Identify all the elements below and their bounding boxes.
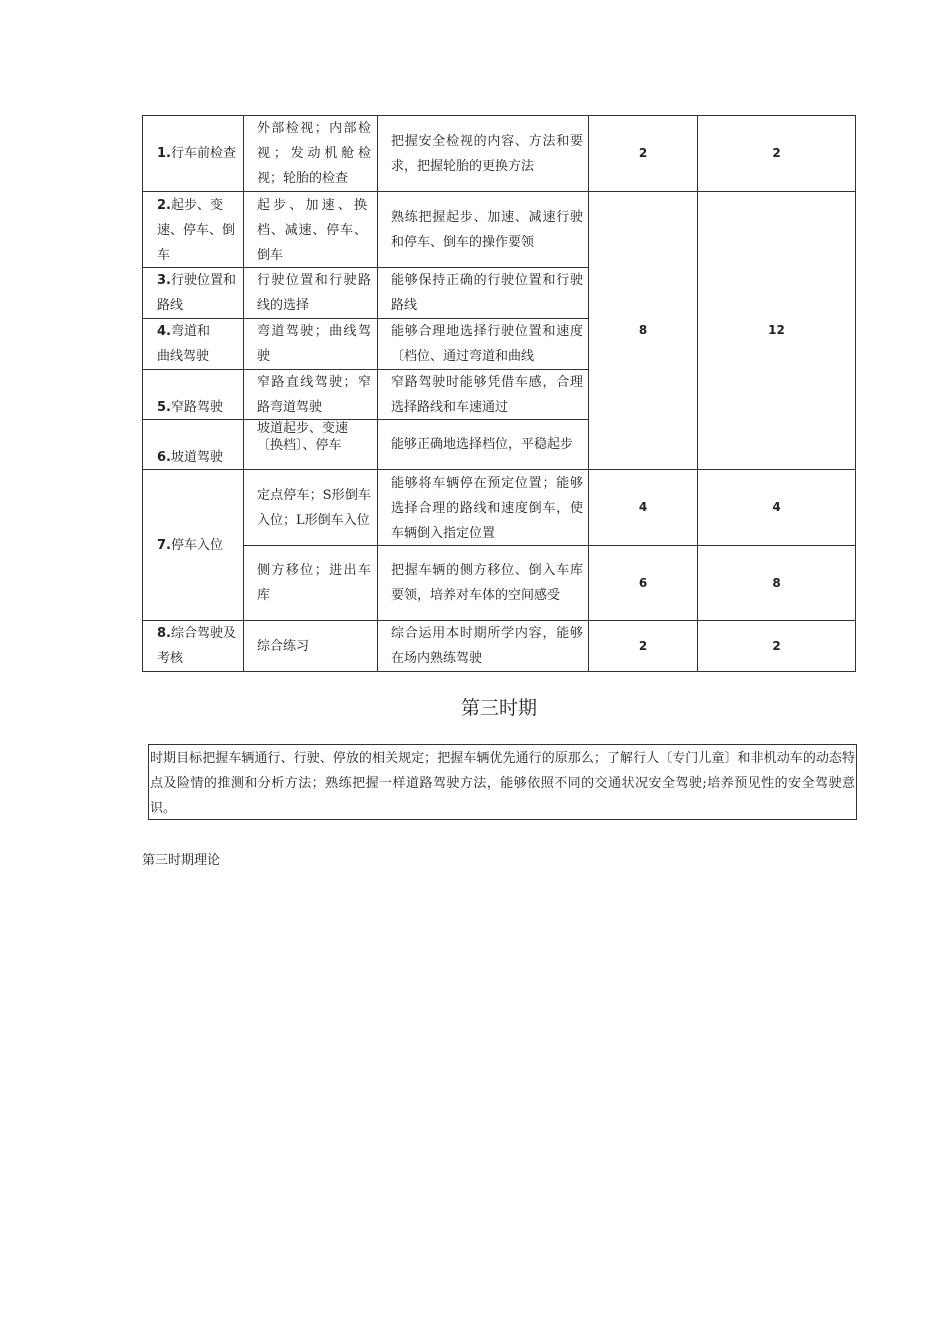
table-cell-requirement: 能够合理地选择行驶位置和速度〔档位、通过弯道和曲线 [391, 324, 583, 364]
table-cell-requirement: 能够正确地选择档位，平稳起步 [391, 437, 574, 452]
item-number: 4. [157, 324, 171, 339]
table-cell-requirement: 能够保持正确的行驶位置和行驶路线 [391, 273, 583, 313]
item-number: 8. [157, 626, 171, 641]
table-cell-hours-1: 2 [638, 638, 648, 653]
table-cell-hours-1: 4 [638, 500, 648, 514]
item-name: 坡道驾驶 [170, 449, 223, 465]
table-border-right [855, 115, 856, 672]
table-col-divider [377, 115, 378, 672]
table-cell-hours-1: 2 [638, 146, 648, 160]
section-title: 第三时期 [460, 697, 537, 719]
table-cell-requirement: 把握安全检视的内容、方法和要求，把握轮胎的更换方法 [391, 133, 583, 174]
table-cell-item [157, 395, 241, 420]
table-border-bottom [142, 671, 856, 672]
table-cell-item [157, 116, 243, 191]
table-cell-hours-1-merged: 8 [638, 323, 648, 337]
table-cell-hours-2: 8 [772, 575, 781, 590]
item-number: 2. [157, 198, 171, 213]
item-name: 弯道和曲线驾驶 [157, 324, 210, 364]
table-cell-content: 侧方移位；进出车库 [257, 563, 371, 603]
item-name: 行驶位置和路线 [157, 273, 236, 313]
item-number: 5. [157, 400, 171, 415]
table-cell-content: 定点停车；S形倒车入位；L形倒车入位 [257, 488, 371, 528]
item-number: 7. [157, 537, 171, 553]
item-number: 6. [157, 449, 171, 465]
item-name: 综合驾驶及考核 [157, 626, 236, 666]
item-name: 行车前检查 [170, 146, 236, 161]
item-name: 窄路驾驶 [170, 400, 223, 415]
table-cell-item [157, 470, 241, 620]
item-name: 起步、变速、停车、倒车 [157, 198, 236, 263]
table-cell-content: 综合练习 [257, 638, 310, 654]
table-cell-requirement: 熟练把握起步、加速、减速行驶和停车、倒车的操作要领 [391, 209, 583, 250]
subheading-theory: 第三时期理论 [142, 853, 221, 868]
item-number: 1. [157, 146, 171, 161]
table-cell-hours-1: 6 [638, 575, 648, 590]
table-cell-content: 行驶位置和行驶路线的选择 [257, 273, 371, 313]
table-cell-item [157, 268, 241, 318]
period-goal-text: 时期目标把握车辆通行、行驶、停放的相关规定；把握车辆优先通行的原那么；了解行人〔专门儿童〕和非机动车的动态特点及险情的推测和分析方法；熟练把握一样道路驾驶方法，能够依照不同的交通状况安全驾驶;培养预见性的安全驾驶意识。 [150, 751, 855, 816]
table-cell-requirement: 能够将车辆停在预定位置；能够选择合理的路线和速度倒车，使车辆倒入指定位置 [391, 475, 583, 541]
table-cell-content: 外部检视；内部检视；发动机舱检视；轮胎的检查 [257, 121, 371, 186]
table-cell-hours-2: 4 [772, 500, 781, 514]
table-cell-hours-2: 2 [772, 638, 781, 653]
table-cell-content: 起步、加速、换档、减速、停车、倒车 [257, 198, 367, 263]
table-cell-item [157, 193, 239, 267]
table-cell-content: 坡道起步、变速〔换档〕、停车 [257, 421, 349, 453]
table-col-divider [243, 115, 244, 672]
table-cell-hours-2-merged: 12 [768, 323, 785, 337]
table-cell-hours-2: 2 [772, 146, 781, 160]
table-cell-item [157, 319, 221, 369]
table-cell-item [157, 445, 241, 469]
table-cell-requirement: 综合运用本时期所学内容，能够在场内熟练驾驶 [391, 626, 583, 666]
item-number: 3. [157, 273, 171, 288]
item-name: 停车入位 [170, 537, 223, 553]
table-cell-content: 弯道驾驶；曲线驾驶 [257, 324, 371, 364]
table-border-left [142, 115, 143, 672]
table-cell-requirement: 把握车辆的侧方移位、倒入车库要领，培养对车体的空间感受 [391, 563, 583, 603]
table-cell-content: 窄路直线驾驶；窄路弯道驾驶 [257, 374, 371, 415]
table-cell-item [157, 621, 241, 671]
period-goal-box [148, 744, 857, 820]
table-cell-requirement: 窄路驾驶时能够凭借车感，合理选择路线和车速通过 [391, 374, 583, 415]
